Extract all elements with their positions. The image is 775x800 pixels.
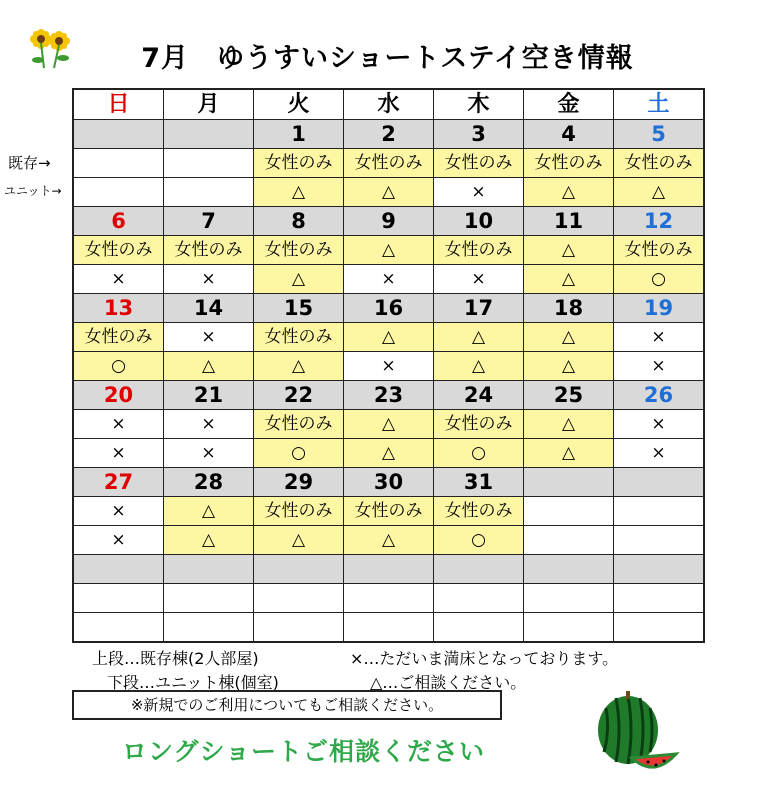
note-cross: ×…ただいま満床となっております。 — [350, 649, 619, 668]
date-cell: 21 — [164, 381, 254, 410]
existing-availability-cell: 女性のみ — [524, 149, 614, 178]
unit-availability-cell — [524, 526, 614, 555]
note-triangle: △…ご相談ください。 — [370, 673, 527, 692]
weekday-header: 金 — [524, 89, 614, 120]
existing-availability-cell: △ — [164, 497, 254, 526]
existing-availability-cell: 女性のみ — [254, 323, 344, 352]
date-cell: 26 — [614, 381, 705, 410]
date-cell: 24 — [434, 381, 524, 410]
unit-availability-cell: × — [614, 439, 705, 468]
weekday-header: 土 — [614, 89, 705, 120]
unit-row-label: ユニット→ — [4, 184, 62, 198]
existing-availability-cell: 女性のみ — [614, 149, 705, 178]
date-cell: 11 — [524, 207, 614, 236]
existing-availability-cell: △ — [524, 323, 614, 352]
date-cell: 1 — [254, 120, 344, 149]
unit-availability-cell — [73, 178, 164, 207]
existing-availability-cell: 女性のみ — [434, 149, 524, 178]
existing-availability-cell: △ — [344, 323, 434, 352]
new-use-note: ※新規でのご利用についてもご相談ください。 — [72, 690, 502, 720]
unit-availability-cell: △ — [254, 178, 344, 207]
weekday-header: 月 — [164, 89, 254, 120]
unit-availability-cell: ○ — [73, 352, 164, 381]
date-cell: 5 — [614, 120, 705, 149]
existing-availability-cell: 女性のみ — [254, 236, 344, 265]
unit-availability-cell: × — [73, 439, 164, 468]
date-cell: 20 — [73, 381, 164, 410]
existing-availability-cell — [434, 584, 524, 613]
unit-availability-cell: △ — [344, 439, 434, 468]
existing-availability-cell: 女性のみ — [344, 149, 434, 178]
date-cell — [524, 468, 614, 497]
date-cell: 6 — [73, 207, 164, 236]
date-cell: 17 — [434, 294, 524, 323]
unit-availability-cell: △ — [434, 352, 524, 381]
date-cell: 29 — [254, 468, 344, 497]
existing-availability-cell: × — [614, 410, 705, 439]
unit-availability-cell — [524, 613, 614, 643]
long-short-banner: ロングショートご相談ください — [122, 737, 486, 766]
date-cell — [524, 555, 614, 584]
unit-availability-cell: × — [434, 178, 524, 207]
unit-availability-cell: × — [73, 265, 164, 294]
existing-availability-cell — [344, 584, 434, 613]
existing-availability-cell — [164, 149, 254, 178]
existing-availability-cell: × — [164, 410, 254, 439]
unit-availability-cell: △ — [614, 178, 705, 207]
existing-availability-cell: 女性のみ — [614, 236, 705, 265]
existing-availability-cell: 女性のみ — [434, 410, 524, 439]
date-cell: 9 — [344, 207, 434, 236]
note-upper-row: 上段…既存棟(2人部屋) — [92, 649, 259, 668]
existing-availability-cell — [524, 584, 614, 613]
existing-availability-cell: 女性のみ — [164, 236, 254, 265]
unit-availability-cell — [614, 613, 705, 643]
date-cell: 2 — [344, 120, 434, 149]
unit-availability-cell — [254, 613, 344, 643]
date-cell: 8 — [254, 207, 344, 236]
existing-availability-cell — [164, 584, 254, 613]
note-lower-row: 下段…ユニット棟(個室) — [107, 673, 279, 692]
date-cell — [434, 555, 524, 584]
unit-availability-cell: × — [73, 526, 164, 555]
date-cell: 10 — [434, 207, 524, 236]
date-cell: 4 — [524, 120, 614, 149]
date-cell: 18 — [524, 294, 614, 323]
existing-availability-cell: △ — [524, 410, 614, 439]
unit-availability-cell: × — [164, 265, 254, 294]
date-cell: 16 — [344, 294, 434, 323]
unit-availability-cell — [614, 526, 705, 555]
existing-availability-cell — [254, 584, 344, 613]
date-cell: 25 — [524, 381, 614, 410]
date-cell: 7 — [164, 207, 254, 236]
availability-calendar — [72, 88, 705, 643]
unit-availability-cell: △ — [344, 178, 434, 207]
date-cell: 13 — [73, 294, 164, 323]
existing-availability-cell — [73, 149, 164, 178]
unit-availability-cell: △ — [344, 526, 434, 555]
unit-availability-cell: △ — [524, 178, 614, 207]
unit-availability-cell — [344, 613, 434, 643]
existing-row-label: 既存→ — [8, 154, 51, 172]
unit-availability-cell: △ — [164, 526, 254, 555]
existing-availability-cell: 女性のみ — [73, 323, 164, 352]
existing-availability-cell: 女性のみ — [254, 149, 344, 178]
unit-availability-cell: × — [344, 265, 434, 294]
date-cell: 19 — [614, 294, 705, 323]
unit-availability-cell: × — [614, 352, 705, 381]
existing-availability-cell — [73, 584, 164, 613]
date-cell: 3 — [434, 120, 524, 149]
date-cell: 22 — [254, 381, 344, 410]
weekday-header: 木 — [434, 89, 524, 120]
existing-availability-cell: △ — [434, 323, 524, 352]
date-cell — [164, 120, 254, 149]
date-cell — [614, 468, 705, 497]
unit-availability-cell: △ — [254, 526, 344, 555]
unit-availability-cell — [164, 178, 254, 207]
existing-availability-cell: △ — [344, 236, 434, 265]
date-cell — [344, 555, 434, 584]
existing-availability-cell: × — [164, 323, 254, 352]
date-cell: 15 — [254, 294, 344, 323]
date-cell: 30 — [344, 468, 434, 497]
weekday-header: 日 — [73, 89, 164, 120]
unit-availability-cell: ○ — [434, 439, 524, 468]
unit-availability-cell: × — [434, 265, 524, 294]
existing-availability-cell: △ — [524, 236, 614, 265]
existing-availability-cell: △ — [344, 410, 434, 439]
unit-availability-cell: △ — [524, 265, 614, 294]
date-cell — [614, 555, 705, 584]
existing-availability-cell — [614, 497, 705, 526]
existing-availability-cell — [524, 497, 614, 526]
unit-availability-cell: × — [344, 352, 434, 381]
existing-availability-cell: 女性のみ — [254, 497, 344, 526]
unit-availability-cell: ○ — [254, 439, 344, 468]
unit-availability-cell: ○ — [614, 265, 705, 294]
unit-availability-cell: △ — [254, 352, 344, 381]
unit-availability-cell — [434, 613, 524, 643]
existing-availability-cell: 女性のみ — [254, 410, 344, 439]
date-cell: 12 — [614, 207, 705, 236]
existing-availability-cell: × — [73, 410, 164, 439]
unit-availability-cell — [73, 613, 164, 643]
date-cell: 23 — [344, 381, 434, 410]
existing-availability-cell: 女性のみ — [434, 497, 524, 526]
existing-availability-cell: 女性のみ — [434, 236, 524, 265]
unit-availability-cell: △ — [254, 265, 344, 294]
existing-availability-cell: × — [614, 323, 705, 352]
unit-availability-cell: × — [164, 439, 254, 468]
date-cell: 28 — [164, 468, 254, 497]
date-cell — [73, 555, 164, 584]
date-cell — [73, 120, 164, 149]
unit-availability-cell: ○ — [434, 526, 524, 555]
weekday-header: 水 — [344, 89, 434, 120]
unit-availability-cell: △ — [524, 439, 614, 468]
date-cell: 27 — [73, 468, 164, 497]
date-cell: 14 — [164, 294, 254, 323]
unit-availability-cell: △ — [524, 352, 614, 381]
unit-availability-cell — [164, 613, 254, 643]
unit-availability-cell: △ — [164, 352, 254, 381]
existing-availability-cell: × — [73, 497, 164, 526]
existing-availability-cell: 女性のみ — [344, 497, 434, 526]
date-cell: 31 — [434, 468, 524, 497]
watermelon-icon — [590, 688, 680, 778]
date-cell — [254, 555, 344, 584]
existing-availability-cell — [614, 584, 705, 613]
page-title: 7月 ゆうすいショートステイ空き情報 — [141, 43, 634, 74]
existing-availability-cell: 女性のみ — [73, 236, 164, 265]
weekday-header: 火 — [254, 89, 344, 120]
date-cell — [164, 555, 254, 584]
